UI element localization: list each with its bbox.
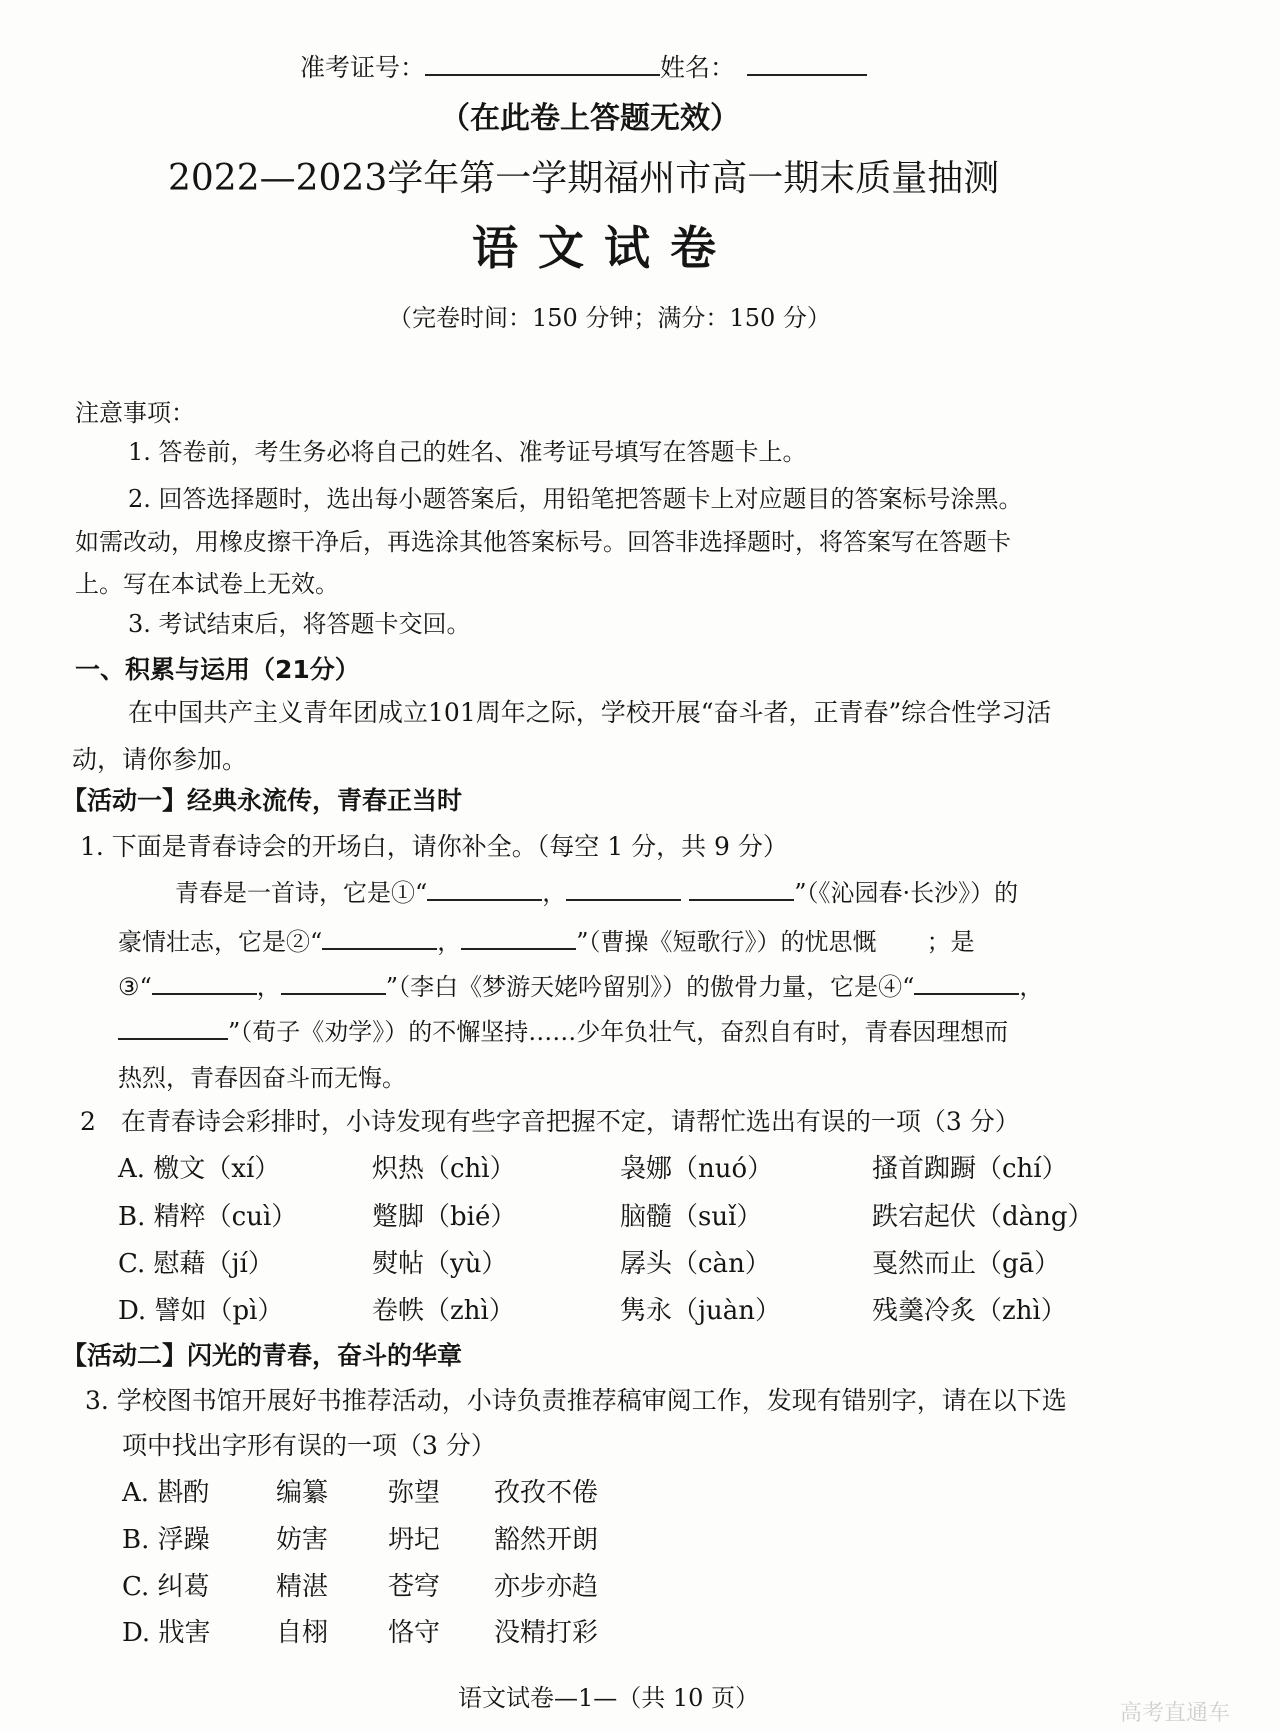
blank-2b[interactable]: [461, 948, 576, 950]
q1-line-5: 热烈，青春因奋斗而无悔。: [118, 1064, 406, 1092]
q1-line-3: ③“ ， ”（李白《梦游天姥吟留别》）的傲骨力量，它是④“ ，: [118, 973, 1044, 1001]
q3-option-b-2: 妨害: [276, 1525, 329, 1555]
subject-title: 语 文 试 卷: [472, 221, 719, 275]
q2-option-b-4: 跌宕起伏（dàng）: [872, 1202, 1094, 1232]
q3-option-a-4: 孜孜不倦: [494, 1478, 599, 1508]
q1-stem: 1. 下面是青春诗会的开场白，请你补全。（每空 1 分，共 9 分）: [80, 832, 788, 861]
blank-1b[interactable]: [566, 899, 681, 901]
q3-option-d-4: 没精打彩: [494, 1618, 599, 1648]
q3-option-c-3: 苍穹: [388, 1572, 441, 1602]
blank-1c[interactable]: [689, 899, 794, 901]
q3-stem: 3. 学校图书馆开展好书推荐活动，小诗负责推荐稿审阅工作，发现有错别字，请在以下选: [85, 1386, 1067, 1415]
note-item-3: 3. 考试结束后，将答题卡交回。: [128, 610, 471, 638]
note-item-2: 2. 回答选择题时，选出每小题答案后，用铅笔把答题卡上对应题目的答案标号涂黑。: [128, 485, 1023, 513]
exam-title: 2022—2023学年第一学期福州市高一期末质量抽测: [168, 158, 1000, 199]
section-intro-cont: 动，请你参加。: [72, 745, 248, 774]
q2-option-a-2: 炽热（chì）: [372, 1154, 516, 1184]
section-intro: 在中国共产主义青年团成立101周年之际，学校开展“奋斗者，正青春”综合性学习活: [128, 698, 1052, 727]
q2-option-d-3: 隽永（juàn）: [620, 1296, 782, 1326]
page-footer: 语文试卷—1—（共 10 页）: [458, 1684, 760, 1712]
blank-3b[interactable]: [281, 993, 386, 995]
exam-number-blank: [425, 74, 660, 76]
notes-heading: 注意事项：: [75, 399, 195, 427]
blank-2a[interactable]: [322, 948, 437, 950]
q3-option-d-3: 恪守: [388, 1618, 441, 1648]
q2-option-d-4: 残羹冷炙（zhì）: [872, 1296, 1067, 1326]
q3-option-b-3: 坍圮: [388, 1525, 441, 1555]
q3-option-d-1: D. 戕害: [122, 1618, 211, 1648]
q2-option-c-3: 孱头（càn）: [620, 1249, 771, 1279]
q2-option-c-1: C. 慰藉（jí）: [118, 1249, 274, 1279]
q2-option-c-2: 熨帖（yù）: [372, 1249, 508, 1279]
q3-option-a-3: 弥望: [388, 1478, 441, 1508]
section-heading: 一、积累与运用（21分）: [75, 655, 360, 684]
q2-option-a-3: 袅娜（nuó）: [620, 1154, 774, 1184]
blank-1a[interactable]: [427, 899, 542, 901]
name-blank: [747, 74, 867, 76]
q3-option-c-4: 亦步亦趋: [494, 1572, 599, 1602]
invalid-note: （在此卷上答题无效）: [440, 101, 740, 136]
q1-line-4: ”（荀子《劝学》）的不懈坚持……少年负壮气，奋烈自有时，青春因理想而: [118, 1012, 1008, 1047]
q2-stem: 2 在青春诗会彩排时，小诗发现有些字音把握不定，请帮忙选出有误的一项（3 分）: [80, 1107, 1020, 1136]
q2-option-a-4: 搔首踟蹰（chí）: [872, 1154, 1068, 1184]
q3-option-d-2: 自栩: [276, 1618, 329, 1648]
watermark: 高考直通车: [1120, 1701, 1231, 1726]
q1-line-1: 青春是一首诗，它是①“ ， ”（《沁园春·长沙》）的: [175, 879, 1019, 907]
blank-3a[interactable]: [152, 993, 257, 995]
note-item-1: 1. 答卷前，考生务必将自己的姓名、准考证号填写在答题卡上。: [128, 438, 807, 466]
q3-option-c-2: 精湛: [276, 1572, 329, 1602]
q3-stem-cont: 项中找出字形有误的一项（3 分）: [122, 1431, 496, 1460]
q2-option-a-1: A. 檄文（xí）: [118, 1154, 281, 1184]
q2-option-d-1: D. 譬如（pì）: [118, 1296, 284, 1326]
time-info: （完卷时间：150 分钟；满分：150 分）: [388, 304, 831, 332]
activity1-heading: 【活动一】经典永流传，青春正当时: [62, 786, 463, 815]
activity2-heading: 【活动二】闪光的青春，奋斗的华章: [62, 1341, 463, 1370]
q2-option-c-4: 戛然而止（gā）: [872, 1249, 1061, 1279]
q3-option-c-1: C. 纠葛: [122, 1572, 210, 1602]
note-item-2-cont: 如需改动，用橡皮擦干净后，再选涂其他答案标号。回答非选择题时，将答案写在答题卡: [75, 528, 1011, 556]
exam-number-field: [300, 48, 867, 84]
q2-option-d-2: 卷帙（zhì）: [372, 1296, 515, 1326]
q2-option-b-3: 脑髓（suǐ）: [620, 1202, 763, 1232]
exam-number-label: 准考证号：: [300, 53, 426, 82]
q3-option-a-2: 编纂: [276, 1478, 329, 1508]
name-label: 姓名：: [660, 53, 736, 82]
q3-option-b-4: 豁然开朗: [494, 1525, 599, 1555]
q3-option-a-1: A. 斟酌: [122, 1478, 210, 1508]
blank-4b[interactable]: [118, 1038, 228, 1040]
note-item-2-end: 上。写在本试卷上无效。: [75, 570, 339, 598]
q1-line-2: 豪情壮志，它是②“ ， ”（曹操《短歌行》）的忧思慨 ；是: [118, 928, 975, 956]
q2-option-b-2: 蹩脚（bié）: [372, 1202, 517, 1232]
q2-option-b-1: B. 精粹（cuì）: [118, 1202, 298, 1232]
q3-option-b-1: B. 浮躁: [122, 1525, 210, 1555]
blank-4a[interactable]: [914, 993, 1019, 995]
